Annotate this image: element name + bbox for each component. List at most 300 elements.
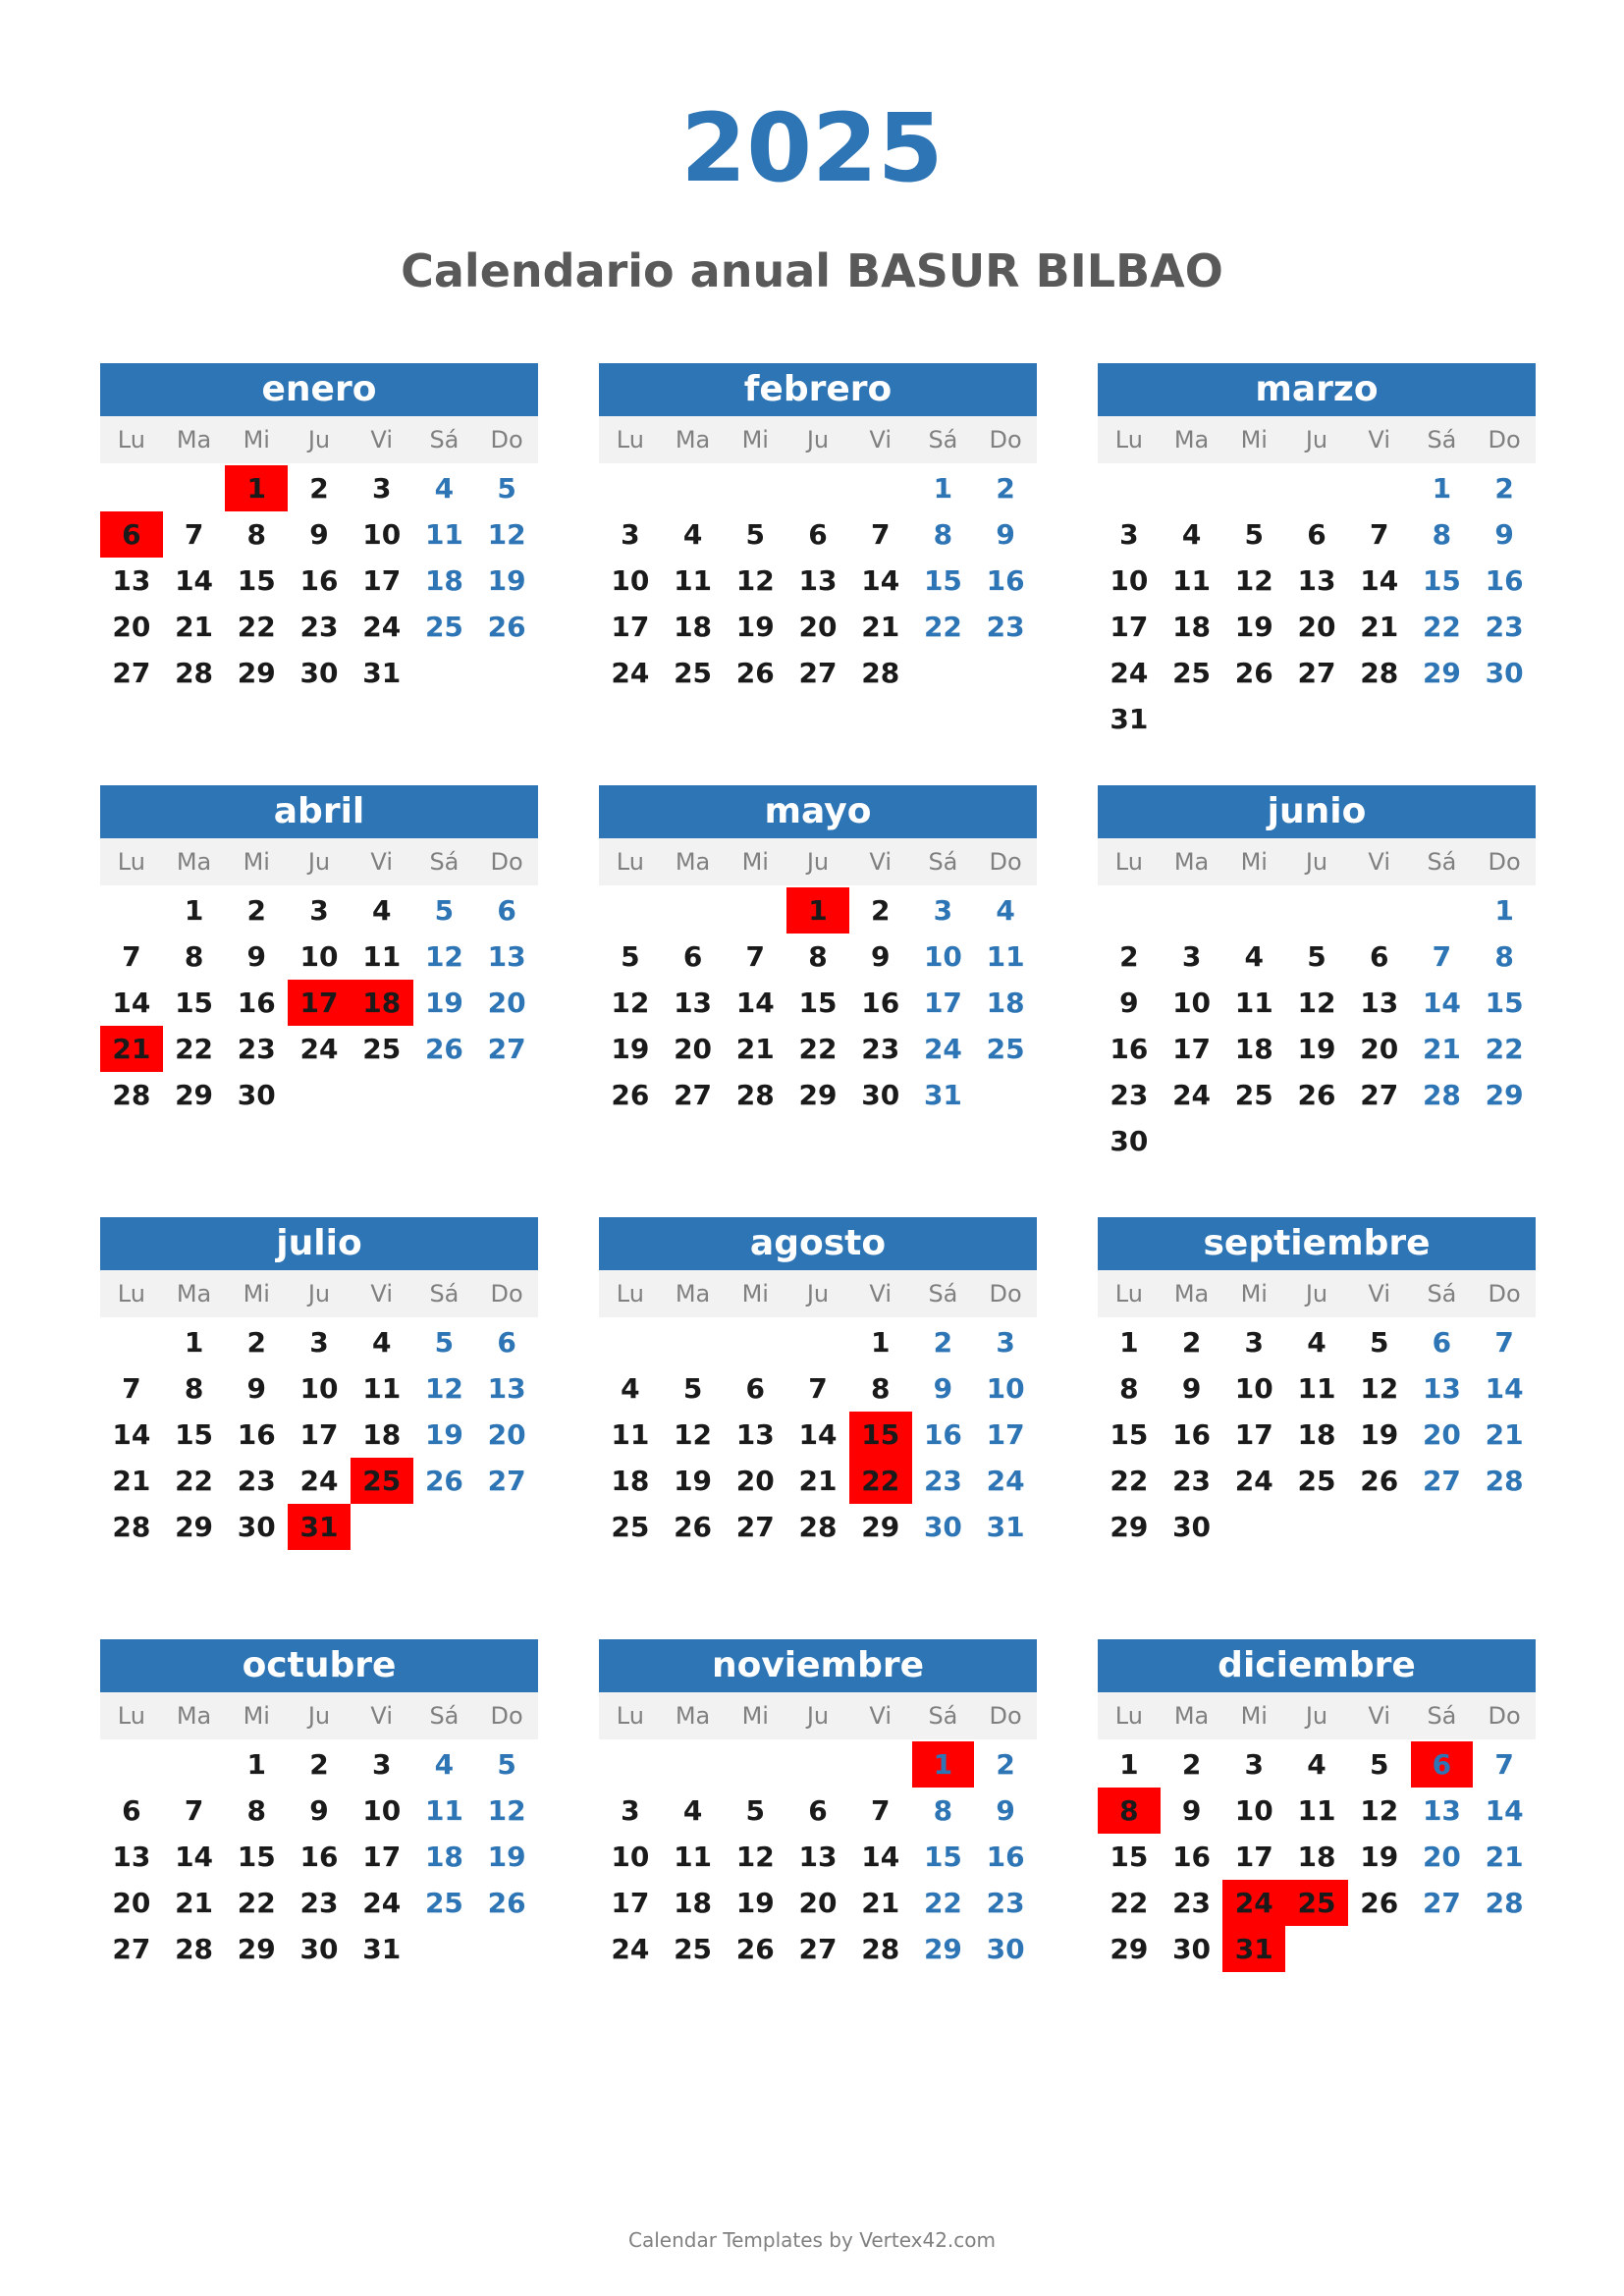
day-empty <box>662 465 725 511</box>
weekday-row <box>1098 416 1536 463</box>
day-cell: 1 <box>184 1326 204 1359</box>
day-cell: 19 <box>487 564 526 597</box>
day-cell: 2 <box>996 1748 1015 1781</box>
day-cell: 6 <box>745 1372 766 1405</box>
day-empty <box>786 1319 849 1365</box>
weekday-label: Ju <box>1305 426 1328 454</box>
month-marzo <box>1098 363 1536 742</box>
day-cell: 17 <box>611 611 650 643</box>
weekday-row <box>100 416 538 463</box>
weekday-label: Vi <box>370 426 393 454</box>
day-cell: 20 <box>487 1418 526 1451</box>
day-cell: 27 <box>487 1465 526 1497</box>
weekday-label: Lu <box>1114 1280 1143 1308</box>
day-cell: 6 <box>497 894 516 927</box>
day-cell: 12 <box>1234 564 1273 597</box>
day-cell: 11 <box>362 1372 402 1405</box>
day-cell: 16 <box>861 987 900 1019</box>
day-cell: 29 <box>923 1933 962 1965</box>
day-cell: 27 <box>1422 1465 1461 1497</box>
day-cell: 21 <box>175 1887 214 1919</box>
day-empty <box>599 1319 662 1365</box>
day-cell: 27 <box>487 1033 526 1065</box>
month-noviembre <box>599 1639 1037 1972</box>
month-diciembre <box>1098 1639 1536 1972</box>
day-cell: 19 <box>611 1033 650 1065</box>
day-empty <box>849 465 912 511</box>
weekday-label: Vi <box>1368 848 1390 876</box>
month-header: febrero <box>599 363 1037 416</box>
day-cell: 26 <box>1297 1079 1336 1111</box>
day-cell: 22 <box>1110 1887 1149 1919</box>
weekday-row <box>599 416 1037 463</box>
day-empty <box>100 465 163 511</box>
day-cell: 6 <box>1369 940 1389 973</box>
footer-credit: Calendar Templates by Vertex42.com <box>627 2228 997 2252</box>
weekday-label: Mi <box>243 848 270 876</box>
day-cell: 4 <box>1307 1326 1326 1359</box>
weekday-label: Do <box>490 1280 523 1308</box>
weekday-label: Mi <box>1240 1702 1268 1730</box>
days-grid <box>100 465 538 696</box>
day-cell: 26 <box>674 1511 713 1543</box>
calendar-subtitle: Calendario anual BASUR BILBAO <box>401 244 1223 297</box>
day-cell: 10 <box>1110 564 1149 597</box>
day-cell: 27 <box>674 1079 713 1111</box>
day-cell: 27 <box>798 1933 838 1965</box>
weekday-label: Ju <box>806 1702 830 1730</box>
day-cell: 16 <box>1172 1841 1212 1873</box>
weekday-label: Vi <box>1368 426 1390 454</box>
day-cell: 30 <box>1172 1511 1212 1543</box>
day-cell: 2 <box>1181 1326 1202 1359</box>
day-cell: 7 <box>808 1372 828 1405</box>
day-cell: 3 <box>621 1794 640 1827</box>
day-cell: 14 <box>735 987 775 1019</box>
day-cell: 2 <box>246 894 267 927</box>
day-cell: 21 <box>112 1465 151 1497</box>
weekday-label: Lu <box>1114 848 1143 876</box>
day-cell: 17 <box>1110 611 1149 643</box>
weekday-row <box>1098 1692 1536 1739</box>
day-cell: 3 <box>996 1326 1015 1359</box>
weekday-label: Lu <box>616 848 644 876</box>
day-cell: 14 <box>1485 1372 1524 1405</box>
day-cell: 19 <box>735 611 775 643</box>
day-cell-holiday: 21 <box>100 1026 163 1072</box>
day-cell: 25 <box>674 657 713 689</box>
day-cell-holiday: 31 <box>1222 1926 1285 1972</box>
day-cell: 23 <box>1110 1079 1149 1111</box>
month-abril <box>100 785 538 1118</box>
day-cell: 9 <box>246 940 267 973</box>
weekday-label: Ma <box>1173 848 1210 876</box>
day-cell: 7 <box>184 518 204 551</box>
day-cell: 23 <box>986 1887 1025 1919</box>
weekday-label: Mi <box>243 1702 270 1730</box>
weekday-label: Vi <box>370 848 393 876</box>
day-cell: 9 <box>309 518 329 551</box>
month-header: septiembre <box>1098 1217 1536 1270</box>
day-cell: 20 <box>1297 611 1336 643</box>
day-cell: 7 <box>184 1794 204 1827</box>
day-cell: 5 <box>745 1794 766 1827</box>
weekday-label: Ma <box>176 1280 212 1308</box>
month-header: agosto <box>599 1217 1037 1270</box>
day-cell: 5 <box>1369 1326 1389 1359</box>
day-cell: 31 <box>362 1933 402 1965</box>
day-cell: 19 <box>1360 1841 1399 1873</box>
day-cell: 19 <box>424 987 463 1019</box>
day-cell: 23 <box>986 611 1025 643</box>
day-cell: 6 <box>1307 518 1326 551</box>
day-cell-holiday: 24 <box>1222 1880 1285 1926</box>
day-cell: 24 <box>1234 1465 1273 1497</box>
weekday-label: Vi <box>1368 1702 1390 1730</box>
day-cell: 27 <box>735 1511 775 1543</box>
day-cell: 23 <box>237 1465 276 1497</box>
day-cell: 12 <box>674 1418 713 1451</box>
weekday-label: Lu <box>616 1280 644 1308</box>
day-cell: 23 <box>299 1887 339 1919</box>
day-empty <box>100 887 163 934</box>
day-empty <box>163 465 226 511</box>
day-cell: 29 <box>1485 1079 1524 1111</box>
day-cell: 12 <box>735 1841 775 1873</box>
day-cell: 14 <box>861 564 900 597</box>
day-cell: 29 <box>237 657 276 689</box>
day-cell: 29 <box>1110 1933 1149 1965</box>
day-cell: 10 <box>611 1841 650 1873</box>
day-cell: 23 <box>1172 1887 1212 1919</box>
day-cell: 3 <box>371 1748 392 1781</box>
weekday-label: Mi <box>243 426 270 454</box>
day-cell-holiday: 25 <box>351 1458 413 1504</box>
day-cell: 16 <box>237 987 276 1019</box>
day-cell: 20 <box>798 611 838 643</box>
day-cell: 7 <box>870 518 891 551</box>
day-cell: 14 <box>112 987 151 1019</box>
day-cell: 18 <box>674 611 713 643</box>
day-cell: 1 <box>933 472 953 505</box>
day-cell: 18 <box>1297 1418 1336 1451</box>
days-grid <box>100 887 538 1118</box>
day-cell: 24 <box>923 1033 962 1065</box>
weekday-label: Ma <box>1173 1702 1210 1730</box>
day-cell: 11 <box>424 518 463 551</box>
day-empty <box>163 1741 226 1788</box>
day-cell: 30 <box>986 1933 1025 1965</box>
day-cell: 23 <box>299 611 339 643</box>
day-cell: 25 <box>1297 1465 1336 1497</box>
day-cell: 3 <box>371 472 392 505</box>
day-cell: 29 <box>175 1511 214 1543</box>
weekday-label: Do <box>490 426 523 454</box>
day-cell: 30 <box>299 657 339 689</box>
day-cell: 9 <box>1181 1794 1202 1827</box>
day-cell: 16 <box>986 564 1025 597</box>
day-cell: 28 <box>112 1511 151 1543</box>
weekday-label: Sá <box>429 1280 460 1308</box>
day-cell: 27 <box>112 657 151 689</box>
month-header: mayo <box>599 785 1037 838</box>
day-cell: 21 <box>861 611 900 643</box>
day-cell: 9 <box>309 1794 329 1827</box>
weekday-label: Vi <box>869 426 892 454</box>
day-cell: 17 <box>362 1841 402 1873</box>
day-cell: 4 <box>996 894 1015 927</box>
day-cell: 24 <box>362 1887 402 1919</box>
day-cell: 8 <box>246 1794 267 1827</box>
weekday-label: Ju <box>307 1702 331 1730</box>
day-cell: 4 <box>434 472 455 505</box>
day-cell: 27 <box>798 657 838 689</box>
day-empty <box>599 465 662 511</box>
weekday-row <box>100 1692 538 1739</box>
weekday-label: Vi <box>370 1702 393 1730</box>
day-cell: 13 <box>1422 1372 1461 1405</box>
day-cell: 10 <box>1172 987 1212 1019</box>
day-cell: 12 <box>1360 1372 1399 1405</box>
weekday-label: Ma <box>176 848 212 876</box>
day-cell: 21 <box>861 1887 900 1919</box>
day-cell-holiday: 6 <box>1411 1741 1474 1788</box>
day-cell: 25 <box>1234 1079 1273 1111</box>
day-cell: 16 <box>1485 564 1524 597</box>
weekday-label: Ju <box>307 848 331 876</box>
day-cell: 2 <box>309 472 329 505</box>
day-cell: 20 <box>674 1033 713 1065</box>
day-cell: 9 <box>933 1372 953 1405</box>
day-cell: 9 <box>996 518 1015 551</box>
day-cell: 25 <box>362 1033 402 1065</box>
day-cell: 14 <box>1422 987 1461 1019</box>
day-cell: 14 <box>175 564 214 597</box>
day-cell: 20 <box>798 1887 838 1919</box>
day-cell: 22 <box>175 1465 214 1497</box>
weekday-label: Ju <box>806 1280 830 1308</box>
day-empty <box>1348 887 1411 934</box>
day-cell: 2 <box>246 1326 267 1359</box>
day-cell: 9 <box>1181 1372 1202 1405</box>
day-empty <box>849 1741 912 1788</box>
day-cell: 26 <box>424 1033 463 1065</box>
day-cell: 8 <box>1432 518 1452 551</box>
day-cell: 30 <box>1485 657 1524 689</box>
day-empty <box>662 1319 725 1365</box>
days-grid <box>599 465 1037 696</box>
weekday-label: Sá <box>429 1702 460 1730</box>
day-cell: 7 <box>1432 940 1452 973</box>
day-empty <box>599 887 662 934</box>
day-cell: 20 <box>735 1465 775 1497</box>
month-header: julio <box>100 1217 538 1270</box>
weekday-label: Ju <box>307 426 331 454</box>
days-grid <box>1098 1319 1536 1550</box>
day-cell: 15 <box>175 1418 214 1451</box>
day-cell: 12 <box>1360 1794 1399 1827</box>
days-grid <box>599 1319 1037 1550</box>
day-cell: 9 <box>1494 518 1514 551</box>
day-cell: 3 <box>1244 1326 1265 1359</box>
day-cell: 2 <box>996 472 1015 505</box>
day-cell: 26 <box>1360 1887 1399 1919</box>
weekday-label: Lu <box>117 848 145 876</box>
month-header: marzo <box>1098 363 1536 416</box>
weekday-label: Ma <box>675 426 711 454</box>
month-header: junio <box>1098 785 1536 838</box>
weekday-label: Do <box>989 848 1022 876</box>
day-cell: 11 <box>1297 1794 1336 1827</box>
weekday-label: Sá <box>1427 1280 1457 1308</box>
day-cell: 10 <box>1234 1372 1273 1405</box>
day-cell: 24 <box>299 1465 339 1497</box>
day-cell-holiday: 15 <box>849 1412 912 1458</box>
day-cell: 20 <box>112 1887 151 1919</box>
day-empty <box>724 1741 786 1788</box>
day-cell: 3 <box>621 518 640 551</box>
day-cell: 1 <box>246 1748 267 1781</box>
day-cell: 5 <box>745 518 766 551</box>
weekday-label: Sá <box>928 426 958 454</box>
day-cell: 13 <box>1422 1794 1461 1827</box>
days-grid <box>599 1741 1037 1972</box>
day-cell: 21 <box>1485 1841 1524 1873</box>
weekday-label: Mi <box>741 848 769 876</box>
day-empty <box>1161 887 1223 934</box>
day-cell: 28 <box>175 657 214 689</box>
day-cell: 9 <box>870 940 891 973</box>
day-cell: 27 <box>112 1933 151 1965</box>
day-cell: 18 <box>674 1887 713 1919</box>
day-cell: 8 <box>1494 940 1514 973</box>
day-cell: 15 <box>1422 564 1461 597</box>
day-cell: 29 <box>798 1079 838 1111</box>
weekday-label: Do <box>989 1280 1022 1308</box>
days-grid <box>1098 1741 1536 1972</box>
day-cell: 21 <box>798 1465 838 1497</box>
month-julio <box>100 1217 538 1550</box>
weekday-label: Lu <box>1114 426 1143 454</box>
day-cell: 31 <box>362 657 402 689</box>
day-cell: 7 <box>1494 1326 1514 1359</box>
day-cell-holiday: 8 <box>1098 1788 1161 1834</box>
day-cell: 27 <box>1360 1079 1399 1111</box>
day-cell: 15 <box>923 564 962 597</box>
weekday-label: Mi <box>1240 848 1268 876</box>
day-cell: 6 <box>682 940 703 973</box>
day-cell: 20 <box>1422 1841 1461 1873</box>
day-cell: 30 <box>299 1933 339 1965</box>
day-cell-holiday: 17 <box>288 980 351 1026</box>
day-cell: 10 <box>986 1372 1025 1405</box>
day-cell-holiday: 1 <box>225 465 288 511</box>
weekday-label: Mi <box>741 1702 769 1730</box>
weekday-row <box>100 838 538 885</box>
day-cell: 11 <box>674 564 713 597</box>
day-empty <box>724 465 786 511</box>
weekday-label: Do <box>1488 1702 1521 1730</box>
month-header: enero <box>100 363 538 416</box>
day-cell: 5 <box>1244 518 1265 551</box>
weekday-row <box>1098 838 1536 885</box>
day-cell: 3 <box>309 894 329 927</box>
day-cell: 7 <box>1369 518 1389 551</box>
weekday-label: Do <box>490 1702 523 1730</box>
day-cell: 13 <box>798 564 838 597</box>
day-cell: 14 <box>112 1418 151 1451</box>
day-cell: 6 <box>808 518 828 551</box>
weekday-label: Vi <box>1368 1280 1390 1308</box>
day-cell: 1 <box>184 894 204 927</box>
day-cell: 20 <box>112 611 151 643</box>
day-cell: 16 <box>237 1418 276 1451</box>
day-cell: 24 <box>362 611 402 643</box>
day-cell: 21 <box>1360 611 1399 643</box>
day-cell: 11 <box>1234 987 1273 1019</box>
day-empty <box>1098 465 1161 511</box>
days-grid <box>100 1741 538 1972</box>
day-cell: 27 <box>1422 1887 1461 1919</box>
day-cell: 13 <box>674 987 713 1019</box>
weekday-label: Vi <box>869 1280 892 1308</box>
day-cell-holiday: 1 <box>786 887 849 934</box>
day-cell: 25 <box>611 1511 650 1543</box>
day-cell: 23 <box>1485 611 1524 643</box>
day-cell: 15 <box>923 1841 962 1873</box>
day-cell: 18 <box>1172 611 1212 643</box>
month-octubre <box>100 1639 538 1972</box>
day-cell: 30 <box>1110 1125 1149 1157</box>
day-cell: 15 <box>237 564 276 597</box>
day-cell: 16 <box>1172 1418 1212 1451</box>
day-cell: 11 <box>1297 1372 1336 1405</box>
weekday-row <box>1098 1270 1536 1317</box>
day-cell: 5 <box>434 1326 455 1359</box>
day-cell: 12 <box>424 1372 463 1405</box>
day-cell: 5 <box>1307 940 1326 973</box>
day-cell: 4 <box>1181 518 1202 551</box>
day-cell: 14 <box>798 1418 838 1451</box>
day-cell: 17 <box>1234 1418 1273 1451</box>
day-cell: 7 <box>122 1372 141 1405</box>
day-cell-holiday: 18 <box>351 980 413 1026</box>
day-empty <box>1098 887 1161 934</box>
day-cell: 12 <box>424 940 463 973</box>
day-cell: 1 <box>870 1326 891 1359</box>
weekday-label: Sá <box>1427 1702 1457 1730</box>
day-cell: 14 <box>175 1841 214 1873</box>
day-cell: 26 <box>735 1933 775 1965</box>
month-febrero <box>599 363 1037 696</box>
weekday-label: Ma <box>675 848 711 876</box>
day-empty <box>662 887 725 934</box>
day-cell: 3 <box>1119 518 1139 551</box>
day-cell: 19 <box>424 1418 463 1451</box>
day-empty <box>599 1741 662 1788</box>
day-cell: 12 <box>487 518 526 551</box>
days-grid <box>1098 887 1536 1164</box>
day-cell: 18 <box>424 564 463 597</box>
day-cell: 3 <box>1244 1748 1265 1781</box>
day-cell: 16 <box>986 1841 1025 1873</box>
day-cell: 12 <box>735 564 775 597</box>
day-cell: 25 <box>674 1933 713 1965</box>
weekday-row <box>599 1270 1037 1317</box>
day-cell: 13 <box>1297 564 1336 597</box>
day-cell: 18 <box>424 1841 463 1873</box>
day-cell: 26 <box>1234 657 1273 689</box>
